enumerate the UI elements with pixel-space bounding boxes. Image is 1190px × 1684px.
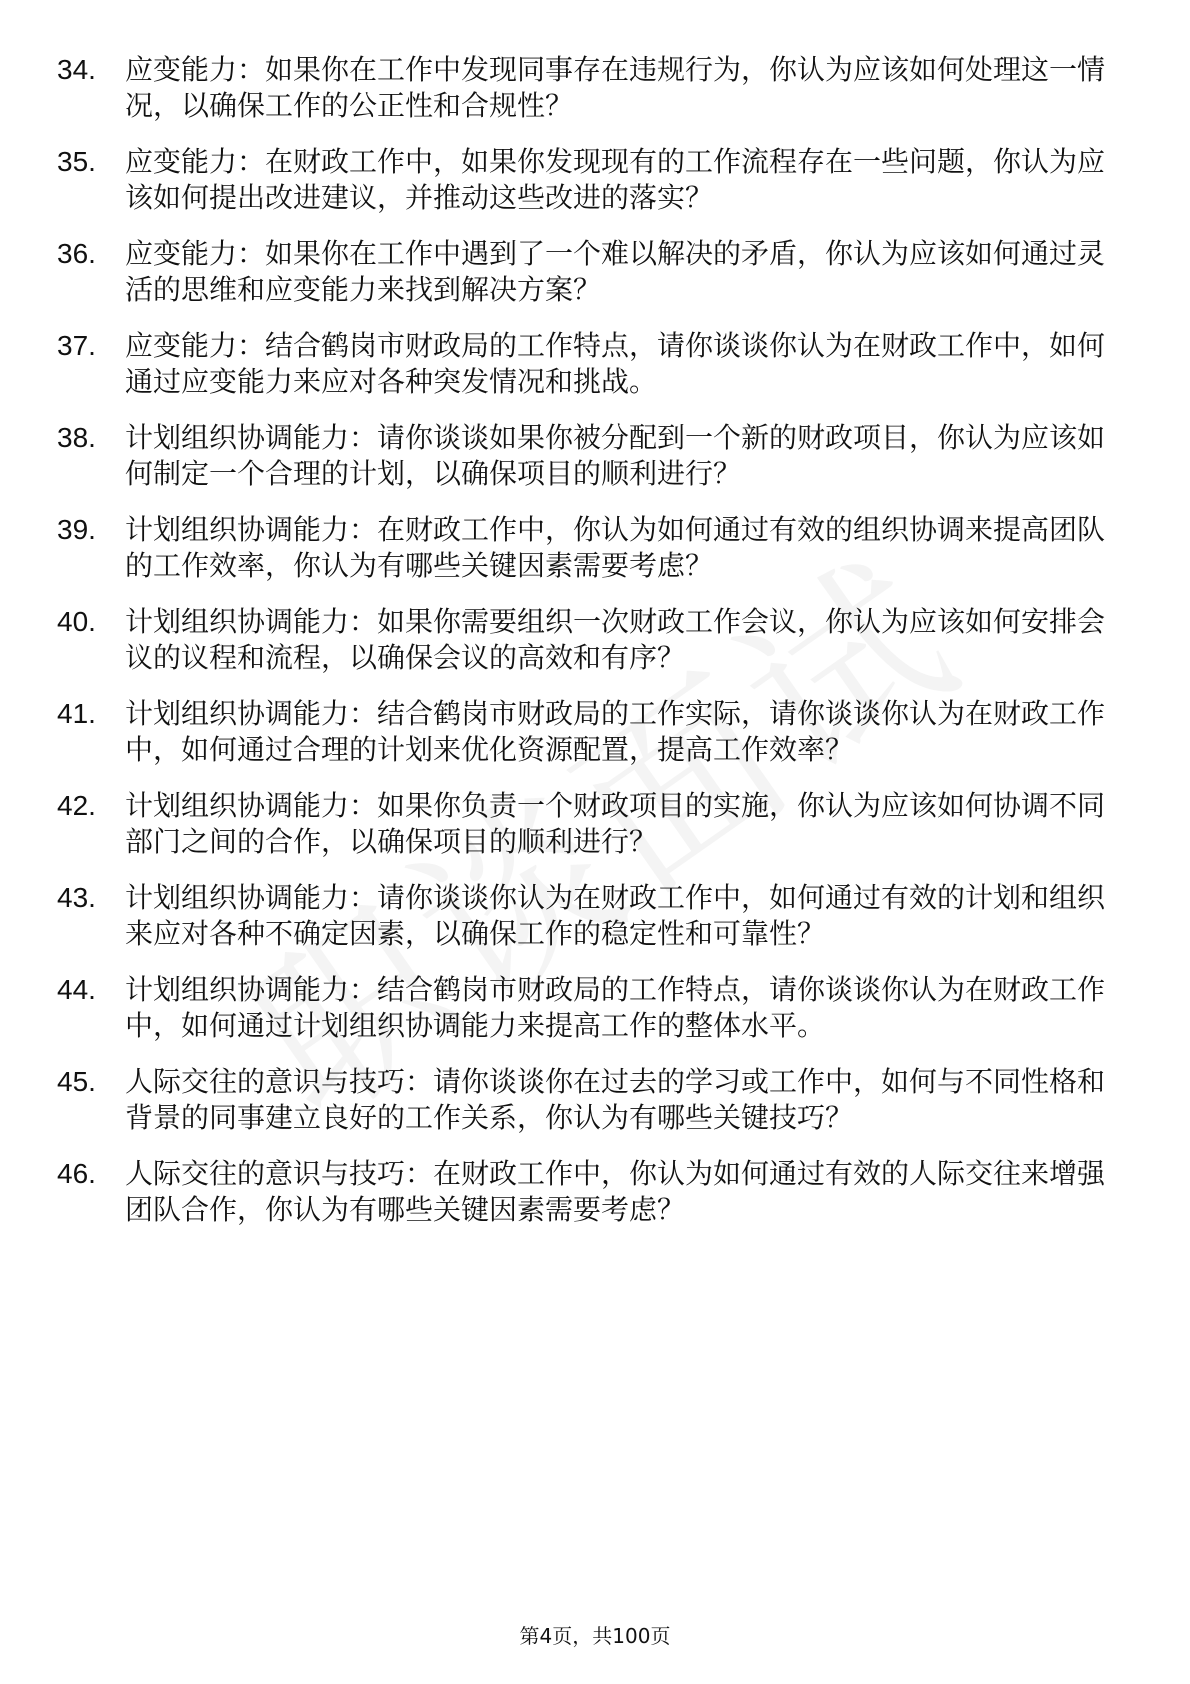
question-number: 43. [57, 882, 96, 913]
question-item [57, 972, 1117, 1044]
question-item [57, 52, 1117, 124]
question-text: 应变能力：如果你在工作中遇到了一个难以解决的矛盾，你认为应该如何通过灵活的思维和应变能力来找到解决方案？ [125, 237, 1106, 306]
question-item [57, 512, 1117, 584]
question-item [57, 1156, 1117, 1228]
question-text: 计划组织协调能力：在财政工作中，你认为如何通过有效的组织协调来提高团队的工作效率，你认为有哪些关键因素需要考虑？ [125, 513, 1106, 582]
question-number: 44. [57, 974, 96, 1005]
question-text: 人际交往的意识与技巧：在财政工作中，你认为如何通过有效的人际交往来增强团队合作，你认为有哪些关键因素需要考虑？ [125, 1157, 1106, 1226]
question-item [57, 1064, 1117, 1136]
question-text: 计划组织协调能力：如果你需要组织一次财政工作会议，你认为应该如何安排会议的议程和流程，以确保会议的高效和有序？ [125, 605, 1106, 674]
question-number: 37. [57, 330, 96, 361]
question-number: 39. [57, 514, 96, 545]
question-text: 人际交往的意识与技巧：请你谈谈你在过去的学习或工作中，如何与不同性格和背景的同事建立良好的工作关系，你认为有哪些关键技巧？ [125, 1065, 1106, 1134]
question-text: 应变能力：结合鹤岗市财政局的工作特点，请你谈谈你认为在财政工作中，如何通过应变能力来应对各种突发情况和挑战。 [125, 329, 1106, 398]
question-number: 42. [57, 790, 96, 821]
question-text: 应变能力：在财政工作中，如果你发现现有的工作流程存在一些问题，你认为应该如何提出改进建议，并推动这些改进的落实？ [125, 145, 1106, 214]
question-number: 46. [57, 1158, 96, 1189]
question-number: 34. [57, 54, 96, 85]
question-list [57, 52, 1117, 1248]
question-text: 计划组织协调能力：如果你负责一个财政项目的实施，你认为应该如何协调不同部门之间的合作，以确保项目的顺利进行？ [125, 789, 1106, 858]
question-text: 计划组织协调能力：结合鹤岗市财政局的工作特点，请你谈谈你认为在财政工作中，如何通过计划组织协调能力来提高工作的整体水平。 [125, 973, 1106, 1042]
question-number: 38. [57, 422, 96, 453]
question-item [57, 420, 1117, 492]
question-text: 应变能力：如果你在工作中发现同事存在违规行为，你认为应该如何处理这一情况，以确保工作的公正性和合规性？ [125, 53, 1106, 122]
question-item [57, 144, 1117, 216]
question-item [57, 328, 1117, 400]
question-item [57, 604, 1117, 676]
question-item [57, 880, 1117, 952]
question-number: 40. [57, 606, 96, 637]
question-number: 35. [57, 146, 96, 177]
question-text: 计划组织协调能力：结合鹤岗市财政局的工作实际，请你谈谈你认为在财政工作中，如何通过合理的计划来优化资源配置，提高工作效率？ [125, 697, 1106, 766]
question-item [57, 696, 1117, 768]
question-item [57, 236, 1117, 308]
question-item [57, 788, 1117, 860]
question-number: 45. [57, 1066, 96, 1097]
question-number: 41. [57, 698, 96, 729]
question-text: 计划组织协调能力：请你谈谈如果你被分配到一个新的财政项目，你认为应该如何制定一个合理的计划，以确保项目的顺利进行？ [125, 421, 1106, 490]
question-number: 36. [57, 238, 96, 269]
question-text: 计划组织协调能力：请你谈谈你认为在财政工作中，如何通过有效的计划和组织来应对各种不确定因素，以确保工作的稳定性和可靠性？ [125, 881, 1106, 950]
page-footer: 第4页，共100页 [519, 1624, 671, 1648]
